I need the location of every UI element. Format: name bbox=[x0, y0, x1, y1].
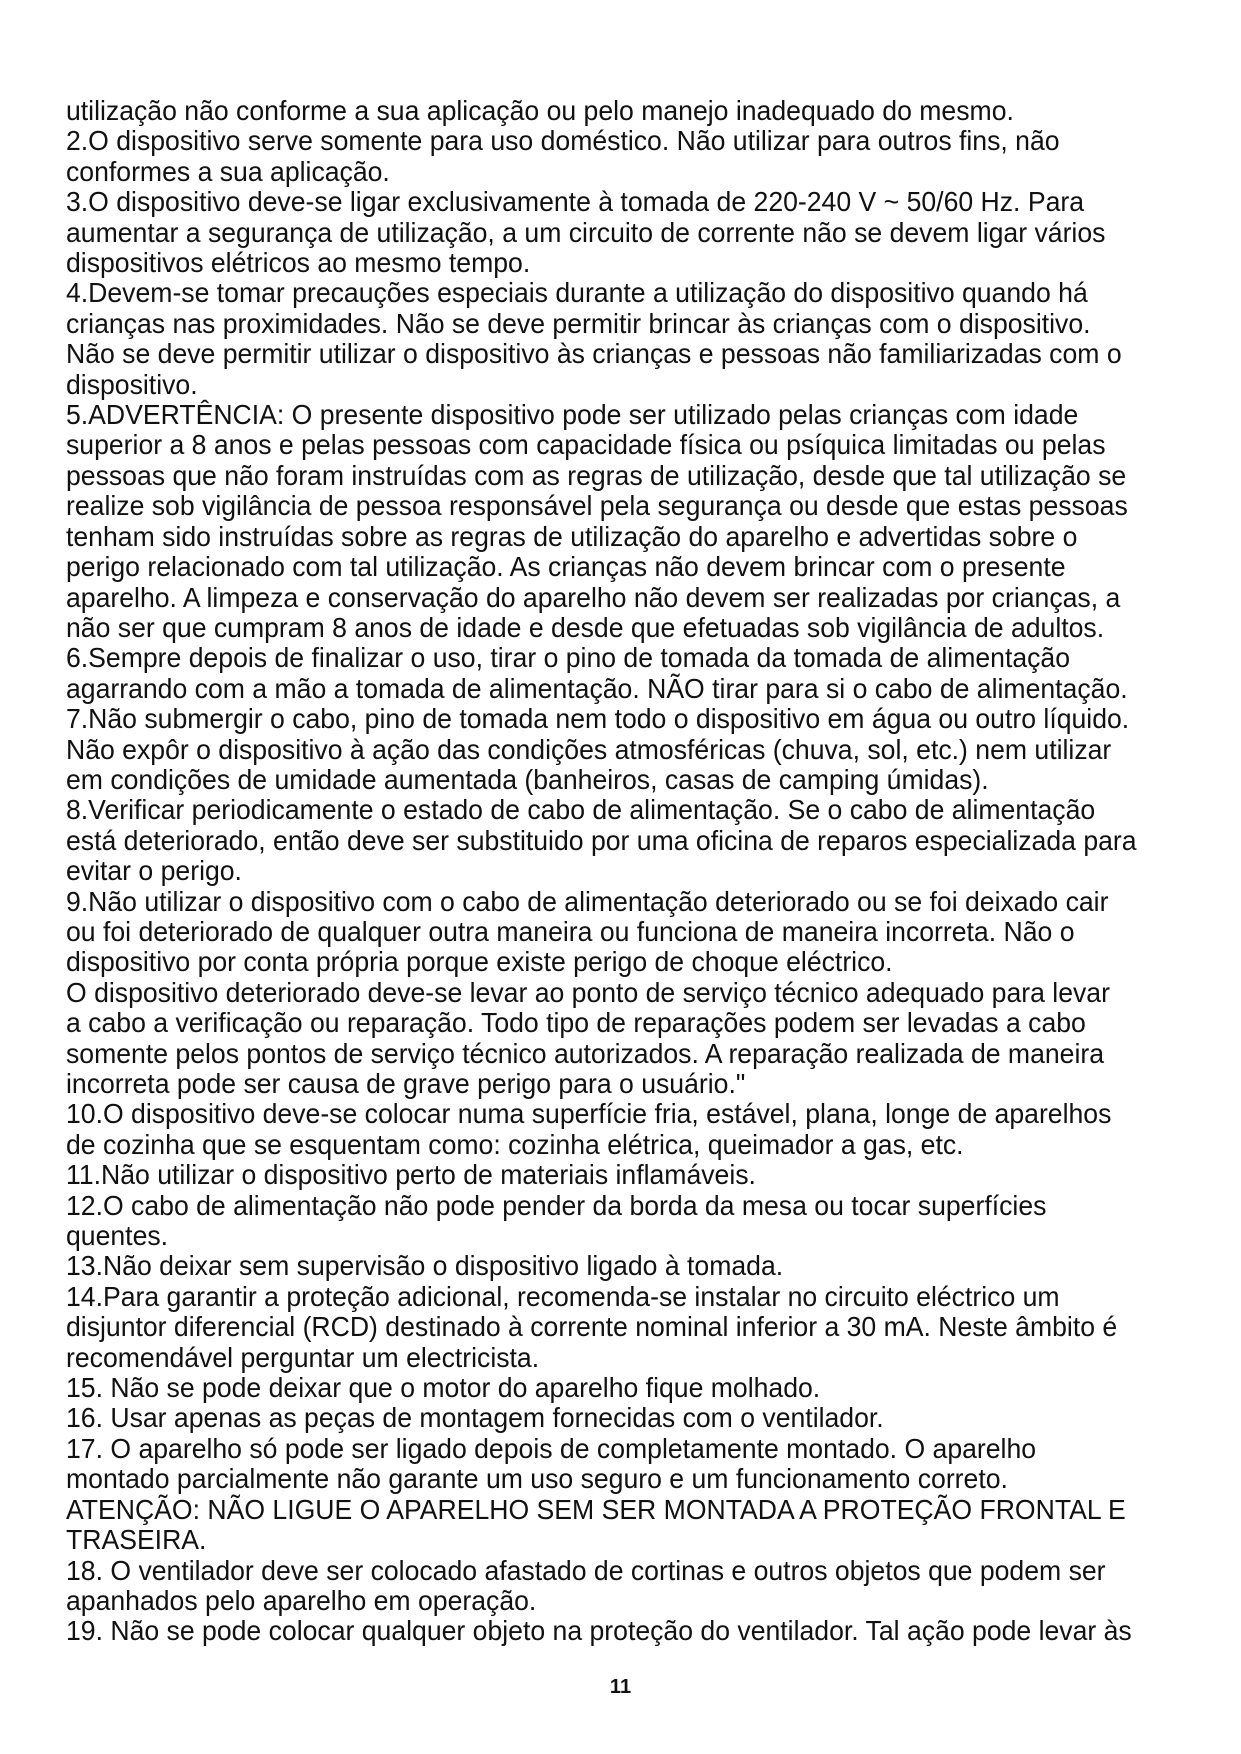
text-line: 10.O dispositivo deve-se colocar numa superfície fria, estável, plana, longe de aparelhos bbox=[66, 1098, 1112, 1130]
text-line: perigo relacionado com tal utilização. As crianças não devem brincar com o presente bbox=[66, 551, 1066, 583]
text-line: Não expôr o dispositivo à ação das condições atmosféricas (chuva, sol, etc.) nem utilizar bbox=[66, 733, 1112, 765]
instructions-text bbox=[66, 95, 1137, 1647]
text-line: está deteriorado, então deve ser substituido por uma oficina de reparos especializada para bbox=[66, 824, 1137, 856]
text-line: montado parcialmente não garante um uso seguro e um funcionamento correto. bbox=[66, 1463, 1008, 1495]
text-line: superior a 8 anos e pelas pessoas com capacidade física ou psíquica limitadas ou pelas bbox=[66, 429, 1106, 461]
text-line: quentes. bbox=[66, 1220, 169, 1252]
text-line: dispositivo por conta própria porque existe perigo de choque eléctrico. bbox=[66, 946, 893, 978]
text-line: realize sob vigilância de pessoa responsável pela segurança ou desde que estas pessoas bbox=[66, 490, 1128, 522]
text-line: ATENÇÃO: NÃO LIGUE O APARELHO SEM SER MONTADA A PROTEÇÃO FRONTAL E bbox=[66, 1493, 1126, 1525]
text-line: apanhados pelo aparelho em operação. bbox=[66, 1584, 537, 1616]
text-line: 7.Não submergir o cabo, pino de tomada nem todo o dispositivo em água ou outro líquido. bbox=[66, 703, 1130, 735]
text-line: 18. O ventilador deve ser colocado afastado de cortinas e outros objetos que podem ser bbox=[66, 1554, 1106, 1586]
text-line: 2.O dispositivo serve somente para uso doméstico. Não utilizar para outros fins, não bbox=[66, 125, 1060, 157]
text-line: a cabo a verificação ou reparação. Todo tipo de reparações podem ser levadas a cabo bbox=[66, 1007, 1086, 1039]
text-line: 19. Não se pode colocar qualquer objeto na proteção do ventilador. Tal ação pode levar às bbox=[66, 1615, 1132, 1647]
text-line: incorreta pode ser causa de grave perigo para o usuário." bbox=[66, 1068, 746, 1099]
text-line: aparelho. A limpeza e conservação do aparelho não devem ser realizadas por crianças, a bbox=[66, 581, 1121, 613]
text-line: 4.Devem-se tomar precauções especiais durante a utilização do dispositivo quando há bbox=[66, 277, 1088, 309]
text-line: 12.O cabo de alimentação não pode pender da borda da mesa ou tocar superfícies bbox=[66, 1189, 1047, 1221]
text-line: Não se deve permitir utilizar o dispositivo às crianças e pessoas não familiarizadas com o bbox=[66, 338, 1122, 370]
text-line: 15. Não se pode deixar que o motor do aparelho fique molhado. bbox=[66, 1372, 821, 1404]
text-line: O dispositivo deteriorado deve-se levar ao ponto de serviço técnico adequado para levar bbox=[66, 976, 1110, 1008]
text-line: pessoas que não foram instruídas com as regras de utilização, desde que tal utilização se bbox=[66, 459, 1127, 491]
text-line: 14.Para garantir a proteção adicional, recomenda-se instalar no circuito eléctrico um bbox=[66, 1280, 1060, 1312]
text-line: evitar o perigo. bbox=[66, 855, 242, 887]
text-line: agarrando com a mão a tomada de alimentação. NÃO tirar para si o cabo de alimentação. bbox=[66, 672, 1128, 704]
text-line: 9.Não utilizar o dispositivo com o cabo de alimentação deteriorado ou se foi deixado cair bbox=[66, 885, 1109, 917]
text-line: em condições de umidade aumentada (banheiros, casas de camping úmidas). bbox=[66, 763, 989, 795]
text-line: 13.Não deixar sem supervisão o dispositivo ligado à tomada. bbox=[66, 1250, 784, 1282]
text-line: disjuntor diferencial (RCD) destinado à corrente nominal inferior a 30 mA. Neste âmbito é bbox=[66, 1311, 1118, 1343]
text-line: aumentar a segurança de utilização, a um circuito de corrente não se devem ligar vários bbox=[66, 216, 1106, 248]
text-line: recomendável perguntar um electricista. bbox=[66, 1341, 540, 1373]
text-line: 16. Usar apenas as peças de montagem fornecidas com o ventilador. bbox=[66, 1402, 884, 1434]
text-line: de cozinha que se esquentam como: cozinha elétrica, queimador a gas, etc. bbox=[66, 1128, 964, 1160]
text-line: 3.O dispositivo deve-se ligar exclusivamente à tomada de 220-240 V ~ 50/60 Hz. Para bbox=[66, 186, 1085, 218]
text-line: 6.Sempre depois de finalizar o uso, tirar o pino de tomada da tomada de alimentação bbox=[66, 642, 1071, 674]
text-line: 17. O aparelho só pode ser ligado depois de completamente montado. O aparelho bbox=[66, 1432, 1037, 1464]
text-line: ou foi deteriorado de qualquer outra maneira ou funciona de maneira incorreta. Não o bbox=[66, 915, 1075, 947]
text-line: dispositivo. bbox=[66, 368, 198, 400]
page-number: 11 bbox=[609, 1676, 632, 1698]
text-line: somente pelos pontos de serviço técnico autorizados. A reparação realizada de maneira bbox=[66, 1037, 1105, 1069]
text-line: dispositivos elétricos ao mesmo tempo. bbox=[66, 247, 531, 279]
text-line: 11.Não utilizar o dispositivo perto de materiais inflamáveis. bbox=[66, 1159, 756, 1191]
text-line: crianças nas proximidades. Não se deve permitir brincar às crianças com o dispositivo. bbox=[66, 307, 1091, 339]
text-line: conformes a sua aplicação. bbox=[66, 155, 390, 187]
text-line: 5.ADVERTÊNCIA: O presente dispositivo pode ser utilizado pelas crianças com idade bbox=[66, 399, 1079, 431]
text-line: utilização não conforme a sua aplicação ou pelo manejo inadequado do mesmo. bbox=[66, 95, 1014, 126]
text-line: tenham sido instruídas sobre as regras de utilização do aparelho e advertidas sobre o bbox=[66, 520, 1078, 552]
text-line: TRASEIRA. bbox=[66, 1524, 207, 1556]
text-line: 8.Verificar periodicamente o estado de cabo de alimentação. Se o cabo de alimentação bbox=[66, 794, 1096, 826]
text-line: não ser que cumpram 8 anos de idade e desde que efetuadas sob vigilância de adultos. bbox=[66, 611, 1105, 643]
